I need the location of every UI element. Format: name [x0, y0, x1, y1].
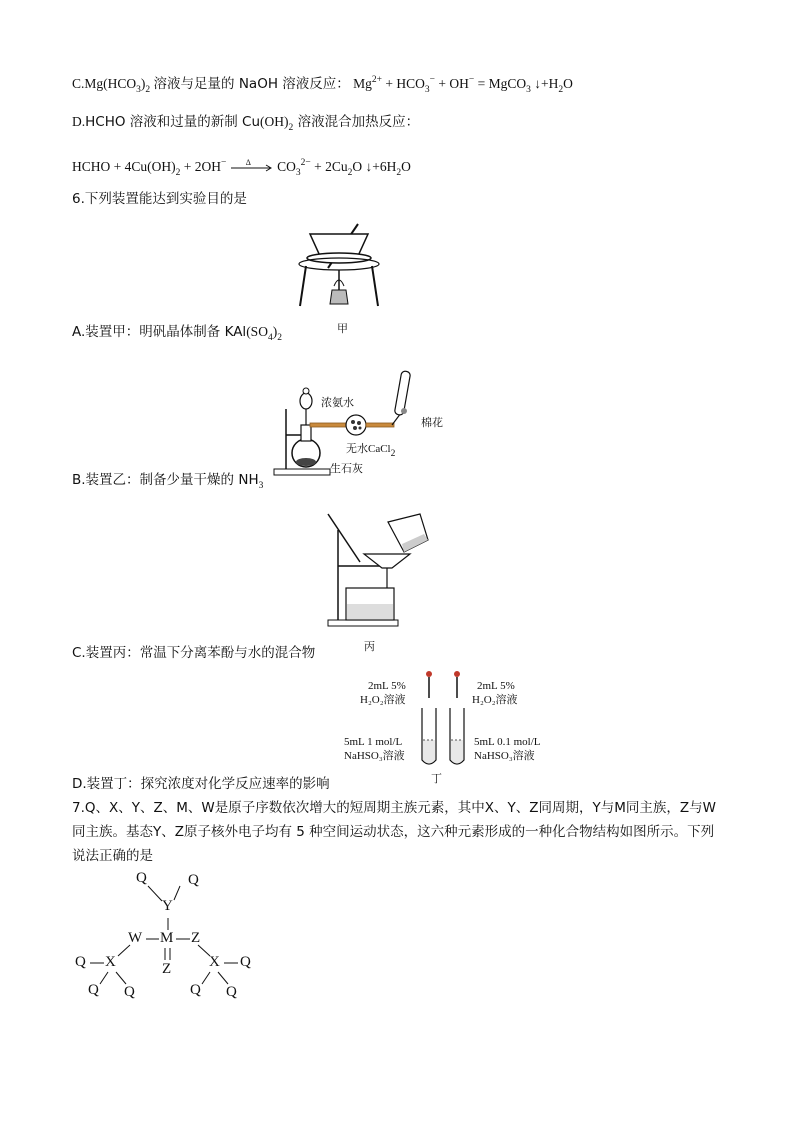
equation-part: HCHO + 4Cu(OH): [72, 159, 176, 174]
option-prefix: D.: [72, 114, 86, 129]
right-bottom-label-2: NaHSO₃溶液: [474, 750, 535, 762]
option-text: 溶液与足量的 NaOH 溶液反应：: [153, 76, 350, 92]
q6-option-a: [72, 322, 282, 348]
atom-q: Q: [188, 872, 199, 888]
equation-part: O: [401, 159, 411, 174]
option-text: HCHO 溶液和过量的新制 Cu: [85, 114, 261, 130]
label-text: 无水CaCl: [346, 443, 391, 455]
equation-part: O: [563, 76, 573, 91]
left-bottom-label-2: NaHSO₃溶液: [344, 750, 405, 762]
apparatus-jia-evaporation: [296, 216, 396, 316]
subscript: 2: [396, 168, 402, 178]
atom-q: Q: [190, 982, 201, 998]
subscript: 3: [526, 85, 531, 95]
formula-part: Mg: [84, 76, 104, 91]
q5-option-c: $C.Mg(HCO_3)_2$ 溶液与足量的 NaOH 溶液反应： $Mg^{2+} + HCO_3^- + OH^-$ = MgCO$_3$ $↓+H_2O$: [72, 75, 573, 95]
option-text: B.装置乙：制备少量干燥的 NH: [72, 472, 259, 488]
right-top-label-1: 2mL 5%: [477, 680, 515, 692]
subscript: 3: [258, 481, 264, 491]
subscript: 2: [145, 85, 151, 95]
atom-m: M: [160, 930, 174, 946]
equation-part: Mg: [353, 76, 372, 91]
formula-part: ): [272, 324, 278, 339]
subscript: 3: [136, 85, 141, 95]
option-prefix: C.: [72, 76, 85, 91]
figure-label-bing: 丙: [364, 641, 375, 653]
equation-part: O ↓+6H: [352, 159, 397, 174]
atom-x: X: [209, 954, 220, 970]
q6-stem: 6.下列装置能达到实验目的是: [72, 191, 247, 207]
compound-structure: [70, 866, 270, 1006]
label-cacl2: [346, 440, 395, 459]
subscript: 2: [288, 123, 294, 133]
formula-part: (SO: [246, 324, 268, 339]
q6-option-c: C.装置丙：常温下分离苯酚与水的混合物: [72, 645, 316, 661]
equation-part: CO: [277, 159, 296, 174]
q5-option-d: [72, 112, 419, 138]
right-top-label-2: H₂O₂溶液: [472, 694, 518, 706]
charge: 2+: [371, 75, 383, 85]
formula-part: HCO: [107, 76, 137, 91]
atom-y: Y: [162, 898, 173, 914]
atom-q: Q: [88, 982, 99, 998]
charge: 2−: [300, 158, 311, 168]
left-top-label-1: 2mL 5%: [368, 680, 406, 692]
atom-q: Q: [226, 984, 237, 1000]
equation-part: + 2OH: [180, 159, 221, 174]
subscript: 2: [558, 85, 564, 95]
equation-part: + HCO: [382, 76, 425, 91]
figure-label-jia: 甲: [337, 323, 348, 335]
charge: −: [221, 158, 227, 168]
q6-option-b: [72, 470, 263, 496]
atom-z: Z: [191, 930, 201, 946]
apparatus-bing-filtration: [324, 512, 434, 632]
left-bottom-label-1: 5mL 1 mol/L: [344, 736, 403, 748]
atom-q: Q: [75, 954, 86, 970]
arrow-icon: [230, 161, 274, 175]
charge: −: [468, 75, 475, 85]
equation-part: + 2Cu: [310, 159, 348, 174]
q5-option-d-equation: [72, 153, 411, 183]
equation-part: = MgCO: [474, 76, 527, 91]
atom-q: Q: [124, 984, 135, 1000]
formula-part: (OH): [260, 114, 289, 129]
subscript: 2: [175, 168, 181, 178]
subscript: 2: [390, 449, 396, 459]
right-bottom-label-1: 5mL 0.1 mol/L: [474, 736, 541, 748]
charge: −: [429, 75, 436, 85]
subscript: 3: [295, 168, 301, 178]
equation-part: ↓+H: [530, 76, 559, 91]
reaction-arrow: [230, 157, 274, 175]
label-cotton: 棉花: [421, 417, 443, 429]
subscript: 2: [347, 168, 353, 178]
q6-option-d: D.装置丁：探究浓度对化学反应速率的影响: [72, 776, 330, 792]
subscript: 2: [277, 333, 282, 343]
subscript: 3: [424, 85, 430, 95]
label-ammonia: 浓氨水: [321, 397, 354, 409]
heat-symbol: Δ: [245, 157, 251, 167]
equation-part: + OH: [435, 76, 469, 91]
option-text: 溶液混合加热反应：: [293, 114, 420, 130]
atom-x: X: [105, 954, 116, 970]
label-quicklime: 生石灰: [330, 463, 363, 475]
option-text: A.装置甲：明矾晶体制备 KAl: [72, 324, 247, 340]
atom-z: Z: [162, 961, 172, 977]
subscript: 4: [267, 333, 273, 343]
atom-w: W: [128, 930, 143, 946]
apparatus-ding-test-tubes: [414, 668, 474, 770]
atom-q: Q: [136, 870, 147, 886]
atom-q: Q: [240, 954, 251, 970]
q7-stem: 7.Q、X、Y、Z、M、W是原子序数依次增大的短周期主族元素，其中X、Y、Z同周期，Y与M同主族，Z与W同主族。基态Y、Z原子核外电子均有 5 种空间运动状态，这六种元素形成的一种化合物结构如图所示。下列说法正确的是: [72, 800, 716, 864]
figure-label-ding: 丁: [431, 773, 442, 785]
left-top-label-2: H₂O₂溶液: [360, 694, 406, 706]
